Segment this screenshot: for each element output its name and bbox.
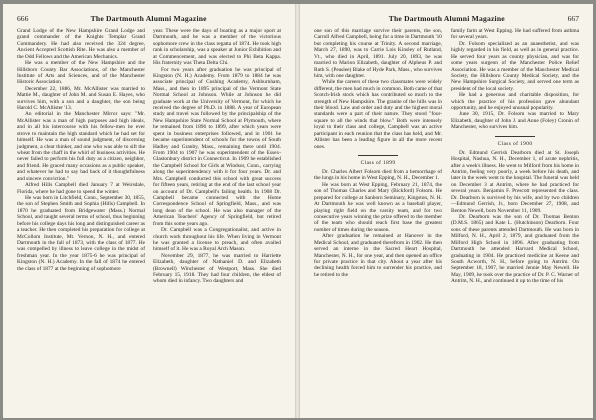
running-title: The Dartmouth Alumni Magazine [90, 14, 207, 23]
paragraph: family farm at West Epping. He had suffered from asthma for several years. [451, 28, 579, 41]
paragraph: December 22, 1886, Mr. McAllister was married to Mattie M., daughter of John M. and Susan E. Hayes, who survives him, with a son and a daughter, the son being Harold C. McAllister '13. [17, 85, 145, 112]
paragraph: Dr. Dearborn was the son of Dr. Thomas Benton (D.M.S. 1865) and Kate L. (Hutchinson) Dearborn. Four sons of these parents attended Dartmouth. He was born in Milford, N. H., April 2, 1879, and graduated from the Milford High School in 1896. After graduating from Dartmouth he attended Harvard Medical School, graduating in 1904. He practiced medicine at Keene and South Acworth, N. H., before going to Antrim. On September 18, 1907, he married Jennie May Newell. He May, 1909, he took over the practice of Dr. P. C. Warner of Antrim, N. H., and continued it up to the time of his [451, 213, 579, 285]
paragraph: Grand Lodge of the New Hampshire Grand Lodge and grand commander of the Knights Templar Grand Commandery. He had also received the 32d degree, Ancient Accepted Scottish Rite. He was also a member of the Odd Fellows and the American Mechanics. [17, 28, 145, 60]
paragraph: Dr. Edmund Gerrish Dearborn died at St. Joseph Hospital, Nashua, N. H., December 1, of acute nephritis, after a week's illness. He went to Milford from his home in Antrim, feeling very poorly, a week before his death, and later in the week went to the hospital. The funeral was held on December 3 at Antrim, where he had practiced for several years. Benjamin F. Prescott represented the class. Dr. Dearborn is survived by his wife, and by two children—Edmund Gerrish, Jr., born December 27, 1908, and Benton Newell, born November 11, 1909. [451, 149, 579, 214]
paragraph: He had a generous and charitable disposition, for which the practice of his profession gave abundant opportunity, and he enjoyed unusual popularity. [451, 92, 579, 112]
paragraph: Alfred Hills Campbell died January 7 at Weirsdale, Florida, where he had gone to spend the winter. [17, 182, 145, 195]
page-header [314, 14, 579, 23]
right-column-2 [451, 28, 579, 285]
left-page [3, 4, 295, 418]
page-number: 667 [567, 14, 579, 23]
paragraph: He was born at West Epping, February 21, 1874, the son of Thomas Charles and Mary (Bickford) Folsom. He prepared for college at Sanborn Seminary, Kingston, N. H. At Dartmouth he was well known as a baseball player, playing right field on the varsity team, and for two consecutive years winning the prize offered to the member of the team who should reach first base the greatest number of times during the season. [314, 181, 442, 233]
class-heading: Class of 1900 [497, 140, 533, 147]
page-number: 666 [17, 14, 29, 23]
paragraph: He was a member of the New Hampshire and the Hillsboro County Bar Associations, of the Manchester Institute of Arts and Sciences, and of the Manchester Historic Association. [17, 60, 145, 86]
left-column-2 [153, 28, 281, 285]
paragraph: one son of this marriage survive their parents, the son, Carroll Alfred Campbell, being for a time in Dartmouth '10 but completing his course at Trinity. A second marriage, March 27, 1890, was to Carrie Lois Kinsley of Rutland, Vt., who died in April, 1891. July 20, 1893, he was married to Marion Elizabeth, daughter of Alpheus P. and Ruth S. (Peaslee) Blake of Hyde Park, Mass., who survives him, with one daughter. [314, 28, 443, 79]
paragraph: year. These were the days of boating as a major sport at Dartmouth, and he was a member of the victorious sophomore crew in the class regatta of 1874. He took high rank in scholarship, was a speaker at Junior Exhibition and at Commencement, and was elected to Phi Beta Kappa. His fraternity was Theta Delta Chi. [153, 28, 281, 67]
section-rule [358, 155, 398, 156]
right-column-1 [314, 28, 442, 285]
paragraph: After graduation he remained at Hanover in the Medical School, and graduated therefrom in 1902. He then served an interne in the Sacred Heart Hospital, Manchester, N. H., for one year, and then opened an office for private practice in that city. About a year after his declining health forced him to surrender his practice, and he retired to the [314, 233, 442, 278]
paragraph: An editorial in the Manchester Mirror says: "Mr. McAllister was a man of high purposes and high ideals, and in all his intercourse with his fellow-men he ever strove to maintain the high standard which he had set for himself. He was a man of sound judgment, of discerning judgment, a clear thinker, and one who was able to sift the wheat from the chaff in the whirl of business activities. He never failed to perform his full duty as a citizen, neighbor, and friend. He graced many occasions as a public speaker, and whatever he had to say had back of it thoughtfulness and sincere conviction." [17, 111, 145, 182]
paragraph: Dr. Campbell was a Congregationalist, and active in church work throughout his life. When living in Vermont he was granted a license to preach, and often availed himself of it. He was a Royal Arch Mason. [153, 227, 281, 253]
paragraph: June 30, 1915, Dr. Folsom was married to Mary Elizabeth, daughter of John J. and Anne (Foley) Cronin of Manchester, who survives him. [451, 111, 579, 131]
paragraph: For two years after graduation he was principal of Kingston (N. H.) Academy. From 1879 to 1884 he was associate principal of Cushing Academy, Ashburnham, Mass., and then in 1895 principal of the Vermont State Normal School at Johnson. While at Johnson he did graduate work at the University of Vermont, for which he received the degree of Ph.D. in 1888. A year of European study and travel was followed by the principalship of the New Hampshire State Normal School at Plymouth, where he remained from 1896 to 1899, after which years were spent in business enterprises followed, and in 1901 he became superintendent of schools for the towns of South Hadley and Granby, Mass., remaining there until 1904. From 1904 to 1907 he was superintendent of the Essex-Glastonbury district in Connecticut. In 1909 he established the Campbell School for Girls at Windsor, Conn., carrying along the superintendency with it for four years. Dr. and Mrs. Campbell conducted this school with great success for fifteen years, retiring at the end of the last school year on account of Dr. Campbell's failing health. In 1908 Dr. Campbell became connected with the Home Correspondence School of Springfield, Mass., and was long dean of the school. He was also manager of the American Teachers' Agency of Springfield, but retired from this some years ago. [153, 66, 281, 227]
section-rule [495, 136, 535, 137]
paragraph: While the careers of these two classmates were widely different, the men had much in common. Both came of that Scotch-Irish stock which has contributed so much to the strength of New Hampshire. The granite of the hills was in their blood. Law and order and duty and the highest moral standards were a part of their nature. They stood "four-square to all the winds that blow." Both were intensely loyal to their class and college, Campbell was an active participant in each reunion that the class has held, and Mr. Allister has been a leading figure in all the more recent ones. [314, 79, 442, 150]
running-title: The Dartmouth Alumni Magazine [388, 14, 505, 23]
class-heading: Class of 1899 [360, 160, 396, 167]
paragraph: Dr. Folsom specialized as an anaesthetist, and was highly regarded in his field, as well as in general practice. He served four years as county physician, and was for some years surgeon of the Manchester Police Relief Association. He was a member of the Manchester Medical Society, the Hillsboro County Medical Society, and the New Hampshire Surgical Society, and served one term as president of the local society. [451, 40, 579, 92]
paragraph: Dr. Charles Albert Folsom died from a hemorrhage of the lungs in his home in West Epping, N. H., December 1. [314, 169, 442, 182]
paragraph: November 29, 1877, he was married to Harriette Elizabeth, daughter of Nathaniel D. and Elizabeth (Brownell) Winchester of Westport, Mass. She died February 15, 1918. They had four children, the eldest of whom died in infancy. Two daughters and [153, 252, 281, 285]
left-column-1 [17, 28, 145, 285]
paragraph: He was born in Litchfield, Conn., September 30, 1855, the son of Stephen Smith and Sophia (Hills) Campbell. In 1870 he graduated from Bridgewater (Mass.) Normal School, and taught several terms of school, thus beginning before his college days his long and distinguished career as a teacher. He then completed his preparation for college at McCollom Institute, Mt. Vernon, N. H., and entered Dartmouth in the fall of 1873, with the class of 1877. He was compelled by illness to leave college in the midst of freshman year. In the year 1875-6 he was principal of Kingston (N. H.) Academy. In the fall of 1874 he entered the class of 1877 at the beginning of sophomore [17, 194, 145, 272]
page-header [17, 14, 281, 23]
right-page [300, 4, 593, 418]
